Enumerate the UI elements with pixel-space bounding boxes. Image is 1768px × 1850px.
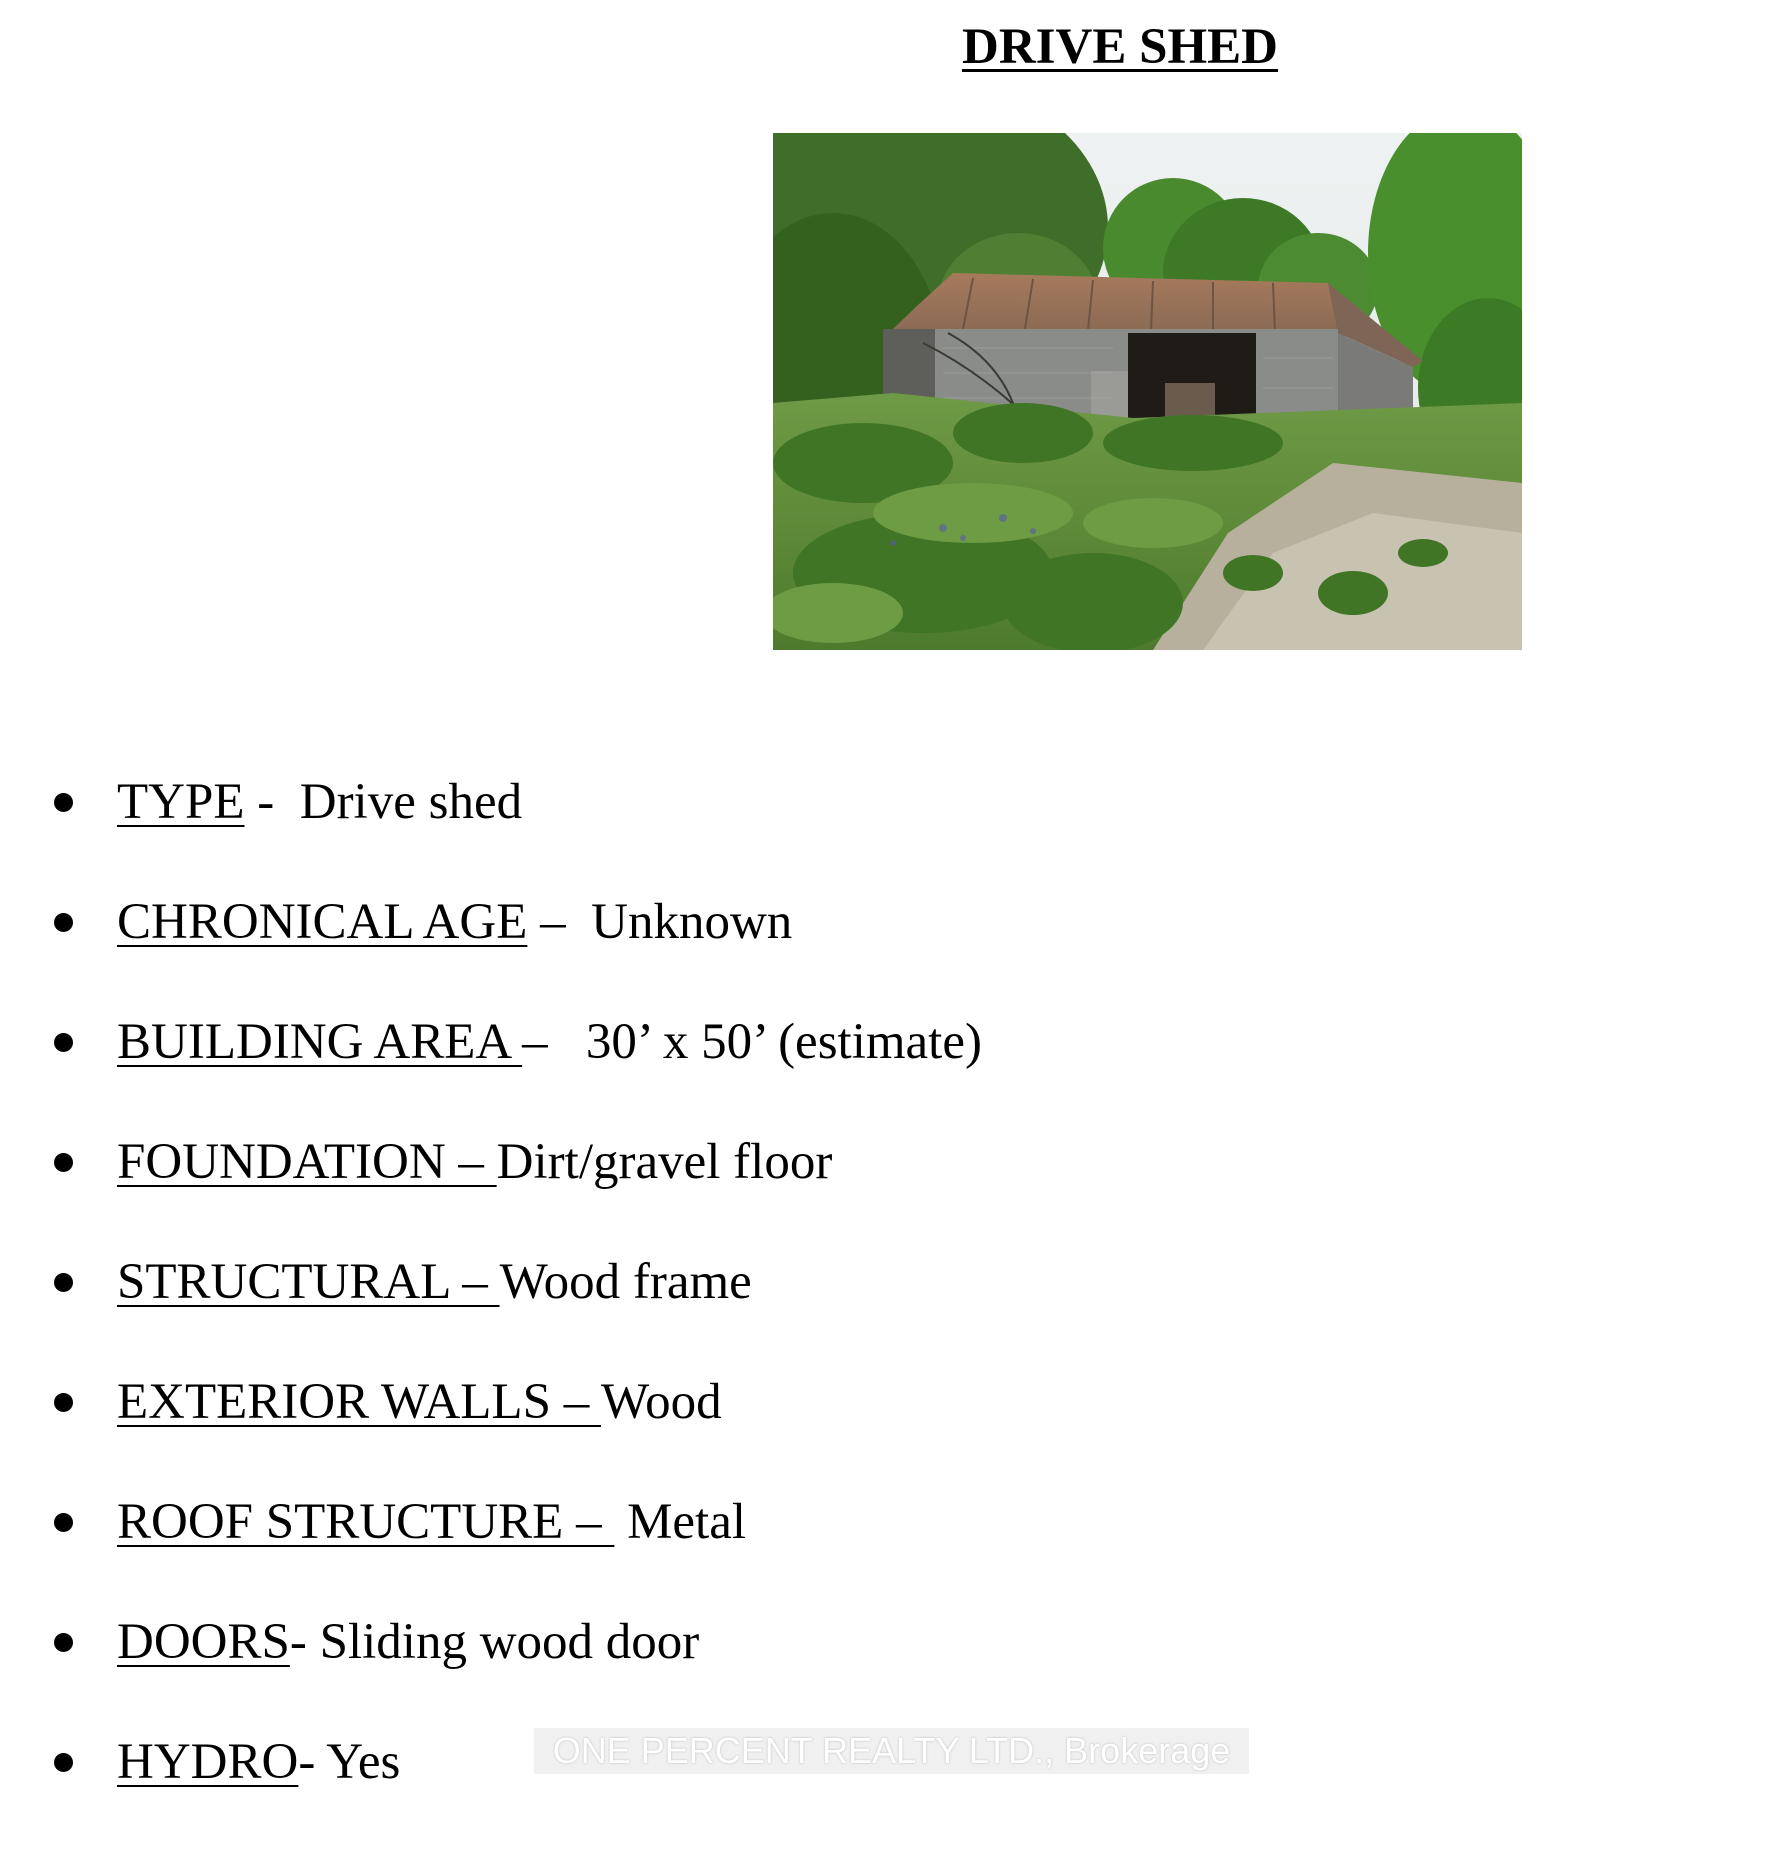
spec-label: BUILDING AREA [117,1014,523,1070]
spec-list [52,770,982,1850]
bullet-icon [54,1033,73,1052]
spec-building-area [52,1010,982,1130]
spec-value: Sliding wood door [319,1614,700,1670]
spec-label: HYDRO [117,1734,299,1790]
spec-value: Drive shed [299,774,523,830]
spec-structural [52,1250,982,1370]
bullet-icon [54,1273,73,1292]
brokerage-watermark: ONE PERCENT REALTY LTD., Brokerage [534,1728,1249,1774]
page-title: DRIVE SHED [962,19,1278,75]
spec-separator: – [527,894,592,950]
spec-separator: - [298,1734,327,1790]
spec-value: Wood [601,1374,722,1430]
spec-exterior-walls [52,1370,982,1490]
spec-chronical-age [52,890,982,1010]
bullet-icon [54,793,73,812]
spec-value: Yes [326,1734,401,1790]
spec-value: Dirt/gravel floor [496,1134,833,1190]
spec-label: TYPE [117,774,245,830]
spec-value: 30’ x 50’ (estimate) [585,1014,982,1070]
drive-shed-photo [773,133,1522,650]
spec-type [52,770,982,890]
spec-label: STRUCTURAL – [117,1254,500,1310]
bullet-icon [54,1513,73,1532]
spec-separator [614,1494,627,1550]
spec-label: CHRONICAL AGE [117,894,528,950]
spec-doors [52,1610,982,1730]
spec-separator: – [522,1014,586,1070]
spec-value: Metal [627,1494,747,1550]
bullet-icon [54,913,73,932]
bullet-icon [54,1393,73,1412]
spec-value: Unknown [591,894,793,950]
spec-separator: - [244,774,300,830]
spec-label: EXTERIOR WALLS – [117,1374,602,1430]
spec-label: DOORS [117,1614,290,1670]
spec-value: Wood frame [499,1254,752,1310]
spec-separator: - [289,1614,320,1670]
spec-roof-structure [52,1490,982,1610]
spec-foundation [52,1130,982,1250]
bullet-icon [54,1633,73,1652]
bullet-icon [54,1153,73,1172]
spec-label: ROOF STRUCTURE – [117,1494,615,1550]
bullet-icon [54,1753,73,1772]
spec-label: FOUNDATION – [117,1134,497,1190]
